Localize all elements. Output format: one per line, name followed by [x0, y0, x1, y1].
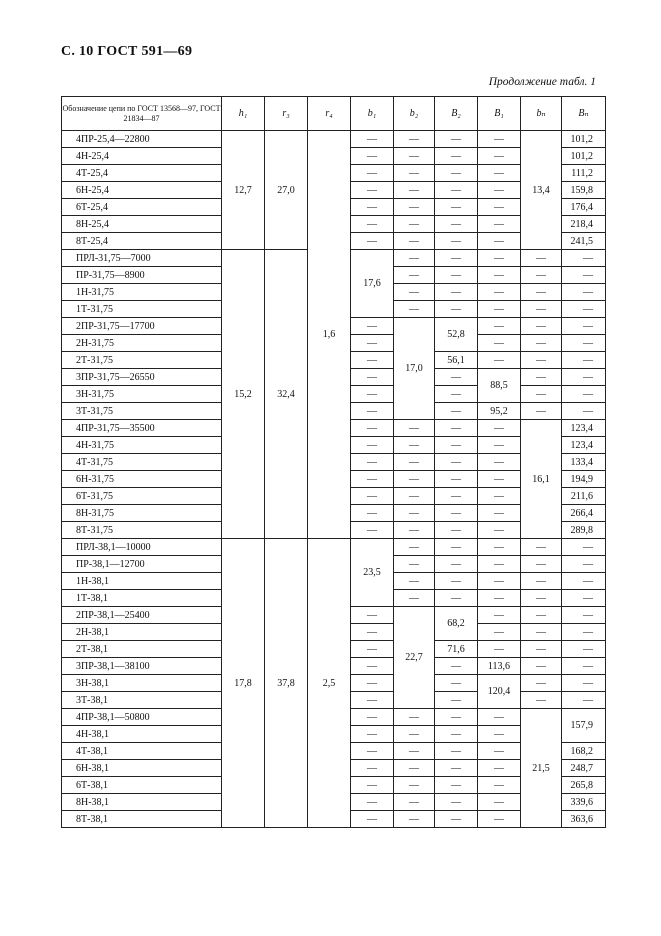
chain-designation: 6Н-38,1: [62, 760, 222, 777]
cell-Bn: —: [562, 556, 606, 573]
cell-Bn: —: [562, 675, 606, 692]
header-B1: B₁: [478, 97, 521, 131]
cell-Bn: —: [562, 539, 606, 556]
header-B2: B₂: [435, 97, 478, 131]
merged-value-b2: 17,0: [394, 318, 435, 420]
cell-Bn: 168,2: [562, 743, 606, 760]
merged-value-bn: 16,1: [521, 420, 562, 539]
header-Bn: Bₙ: [562, 97, 606, 131]
chain-designation: ПР-38,1—12700: [62, 556, 222, 573]
cell-B1: —: [478, 556, 521, 573]
chain-designation: 8Н-25,4: [62, 216, 222, 233]
cell-b1: —: [351, 199, 394, 216]
cell-B2: —: [435, 794, 478, 811]
chain-designation: 3Н-38,1: [62, 675, 222, 692]
merged-value-bn: 21,5: [521, 709, 562, 828]
cell-b2: —: [394, 573, 435, 590]
cell-B1: —: [478, 539, 521, 556]
header-designation: Обозначение цепи по ГОСТ 13568—97, ГОСТ 21834—87: [62, 97, 222, 131]
cell-b2: —: [394, 522, 435, 539]
cell-B2: —: [435, 267, 478, 284]
cell-B2: —: [435, 165, 478, 182]
chain-designation: 2Т-38,1: [62, 641, 222, 658]
cell-b1: —: [351, 607, 394, 624]
chain-designation: 2Н-31,75: [62, 335, 222, 352]
cell-B1: —: [478, 811, 521, 828]
cell-B1: —: [478, 437, 521, 454]
cell-b2: —: [394, 590, 435, 607]
cell-bn: —: [521, 267, 562, 284]
cell-Bn: 176,4: [562, 199, 606, 216]
chain-designation: 8Н-31,75: [62, 505, 222, 522]
chain-designation: 4Т-25,4: [62, 165, 222, 182]
cell-b1: —: [351, 437, 394, 454]
cell-b1: —: [351, 794, 394, 811]
cell-B2: —: [435, 233, 478, 250]
cell-Bn: 339,6: [562, 794, 606, 811]
cell-bn: —: [521, 335, 562, 352]
cell-b2: —: [394, 556, 435, 573]
cell-B1: —: [478, 454, 521, 471]
chain-designation: ПРЛ-31,75—7000: [62, 250, 222, 267]
cell-B1: 95,2: [478, 403, 521, 420]
table-continuation-note: Продолжение табл. 1: [488, 76, 596, 88]
cell-Bn: 101,2: [562, 148, 606, 165]
cell-B2: —: [435, 573, 478, 590]
cell-Bn: —: [562, 624, 606, 641]
cell-Bn: —: [562, 352, 606, 369]
cell-B2: —: [435, 182, 478, 199]
chain-designation: 4Н-25,4: [62, 148, 222, 165]
cell-B2: —: [435, 420, 478, 437]
cell-b2: —: [394, 709, 435, 726]
merged-value-b1: 17,6: [351, 250, 394, 318]
cell-Bn: —: [562, 590, 606, 607]
chain-designation: 4ПР-25,4—22800: [62, 131, 222, 148]
cell-B1: —: [478, 233, 521, 250]
header-bn: bₙ: [521, 97, 562, 131]
cell-b2: —: [394, 165, 435, 182]
cell-b1: —: [351, 709, 394, 726]
cell-Bn: 266,4: [562, 505, 606, 522]
cell-Bn: 248,7: [562, 760, 606, 777]
header-b1: b₁: [351, 97, 394, 131]
chain-designation: 1Н-38,1: [62, 573, 222, 590]
cell-B2: —: [435, 743, 478, 760]
cell-B2: —: [435, 675, 478, 692]
cell-B1: —: [478, 743, 521, 760]
cell-Bn: 123,4: [562, 437, 606, 454]
cell-Bn: —: [562, 658, 606, 675]
table-row: [62, 539, 606, 556]
cell-b1: —: [351, 743, 394, 760]
chain-designation: ПРЛ-38,1—10000: [62, 539, 222, 556]
cell-b2: —: [394, 488, 435, 505]
cell-b2: —: [394, 743, 435, 760]
cell-B2: —: [435, 471, 478, 488]
chain-designation: 6Т-38,1: [62, 777, 222, 794]
merged-value-b1: 23,5: [351, 539, 394, 607]
cell-B2: —: [435, 488, 478, 505]
cell-b2: —: [394, 233, 435, 250]
cell-b2: —: [394, 250, 435, 267]
cell-Bn: 123,4: [562, 420, 606, 437]
chain-designation: ПР-31,75—8900: [62, 267, 222, 284]
cell-b1: —: [351, 641, 394, 658]
cell-B1: —: [478, 505, 521, 522]
cell-B2: —: [435, 777, 478, 794]
merged-value-h1: 12,7: [222, 131, 265, 250]
cell-b1: —: [351, 216, 394, 233]
cell-B1: —: [478, 352, 521, 369]
chain-designation: 4Т-38,1: [62, 743, 222, 760]
chain-designation: 3Н-31,75: [62, 386, 222, 403]
cell-B2: 71,6: [435, 641, 478, 658]
cell-bn: —: [521, 556, 562, 573]
chain-designation: 2ПР-31,75—17700: [62, 318, 222, 335]
chain-designation: 4Н-31,75: [62, 437, 222, 454]
cell-B1: —: [478, 148, 521, 165]
cell-B2: —: [435, 522, 478, 539]
cell-bn: —: [521, 284, 562, 301]
cell-Bn: 241,5: [562, 233, 606, 250]
merged-value-B2: 68,2: [435, 607, 478, 641]
chain-designation: 3Т-38,1: [62, 692, 222, 709]
chain-designation: 3ПР-38,1—38100: [62, 658, 222, 675]
merged-value-Bn: 157,9: [562, 709, 606, 743]
cell-Bn: —: [562, 301, 606, 318]
cell-bn: —: [521, 318, 562, 335]
merged-value-h1: 17,8: [222, 539, 265, 828]
cell-b1: —: [351, 811, 394, 828]
cell-bn: —: [521, 250, 562, 267]
cell-b1: —: [351, 386, 394, 403]
cell-B2: —: [435, 556, 478, 573]
header-h1: h₁: [222, 97, 265, 131]
cell-B1: —: [478, 216, 521, 233]
chain-designation: 8Т-31,75: [62, 522, 222, 539]
chain-designation: 8Н-38,1: [62, 794, 222, 811]
cell-b2: —: [394, 148, 435, 165]
chain-designation: 8Т-38,1: [62, 811, 222, 828]
cell-B2: —: [435, 386, 478, 403]
cell-Bn: —: [562, 335, 606, 352]
cell-bn: —: [521, 590, 562, 607]
cell-b1: —: [351, 471, 394, 488]
cell-B2: —: [435, 658, 478, 675]
chain-designation: 6Т-25,4: [62, 199, 222, 216]
cell-bn: —: [521, 641, 562, 658]
cell-b1: —: [351, 318, 394, 335]
chain-designation: 6Н-25,4: [62, 182, 222, 199]
cell-Bn: —: [562, 318, 606, 335]
cell-Bn: —: [562, 403, 606, 420]
cell-b2: —: [394, 267, 435, 284]
cell-B1: —: [478, 522, 521, 539]
cell-b1: —: [351, 726, 394, 743]
chain-designation: 4ПР-38,1—50800: [62, 709, 222, 726]
table-body: [62, 131, 606, 828]
header-r3: r₃: [265, 97, 308, 131]
cell-b1: —: [351, 505, 394, 522]
merged-value-r4: 2,5: [308, 539, 351, 828]
cell-b2: —: [394, 454, 435, 471]
cell-b2: —: [394, 726, 435, 743]
cell-Bn: 265,8: [562, 777, 606, 794]
cell-B1: —: [478, 777, 521, 794]
chain-designation: 6Т-31,75: [62, 488, 222, 505]
cell-Bn: —: [562, 386, 606, 403]
merged-value-B2: 52,8: [435, 318, 478, 352]
cell-b1: —: [351, 760, 394, 777]
chain-designation: 8Т-25,4: [62, 233, 222, 250]
chain-designation: 3ПР-31,75—26550: [62, 369, 222, 386]
merged-value-r3: 37,8: [265, 539, 308, 828]
cell-Bn: —: [562, 284, 606, 301]
cell-B1: —: [478, 182, 521, 199]
cell-B1: —: [478, 165, 521, 182]
cell-B1: —: [478, 199, 521, 216]
cell-Bn: 363,6: [562, 811, 606, 828]
chain-dimensions-table: [61, 96, 606, 828]
cell-b1: —: [351, 692, 394, 709]
chain-designation: 4ПР-31,75—35500: [62, 420, 222, 437]
cell-bn: —: [521, 352, 562, 369]
cell-b1: —: [351, 131, 394, 148]
cell-B2: —: [435, 590, 478, 607]
cell-B2: —: [435, 250, 478, 267]
cell-B1: —: [478, 267, 521, 284]
cell-b1: —: [351, 420, 394, 437]
cell-B1: —: [478, 131, 521, 148]
cell-bn: —: [521, 658, 562, 675]
cell-b2: —: [394, 794, 435, 811]
cell-B2: —: [435, 284, 478, 301]
cell-b1: —: [351, 233, 394, 250]
cell-bn: —: [521, 607, 562, 624]
chain-designation: 1Н-31,75: [62, 284, 222, 301]
cell-b2: —: [394, 420, 435, 437]
cell-B1: —: [478, 301, 521, 318]
cell-B2: —: [435, 505, 478, 522]
cell-Bn: —: [562, 369, 606, 386]
cell-B2: —: [435, 709, 478, 726]
cell-b2: —: [394, 284, 435, 301]
merged-value-b2: 22,7: [394, 607, 435, 709]
cell-B2: —: [435, 403, 478, 420]
cell-b1: —: [351, 165, 394, 182]
cell-Bn: —: [562, 641, 606, 658]
cell-B1: —: [478, 488, 521, 505]
chain-designation: 4Н-38,1: [62, 726, 222, 743]
cell-b2: —: [394, 301, 435, 318]
cell-Bn: 289,8: [562, 522, 606, 539]
cell-B2: —: [435, 539, 478, 556]
cell-B1: —: [478, 760, 521, 777]
merged-value-r3: 27,0: [265, 131, 308, 250]
cell-b1: —: [351, 369, 394, 386]
cell-bn: —: [521, 692, 562, 709]
cell-B1: —: [478, 709, 521, 726]
cell-b1: —: [351, 624, 394, 641]
cell-b2: —: [394, 777, 435, 794]
cell-Bn: 194,9: [562, 471, 606, 488]
cell-b1: —: [351, 658, 394, 675]
cell-b2: —: [394, 199, 435, 216]
cell-b2: —: [394, 437, 435, 454]
cell-b1: —: [351, 352, 394, 369]
cell-B1: —: [478, 607, 521, 624]
cell-b2: —: [394, 182, 435, 199]
cell-B1: —: [478, 573, 521, 590]
cell-B2: —: [435, 437, 478, 454]
cell-B1: —: [478, 318, 521, 335]
chain-designation: 1Т-31,75: [62, 301, 222, 318]
cell-b2: —: [394, 131, 435, 148]
cell-b2: —: [394, 811, 435, 828]
cell-Bn: —: [562, 573, 606, 590]
header-r4: r₄: [308, 97, 351, 131]
cell-bn: —: [521, 369, 562, 386]
cell-Bn: —: [562, 692, 606, 709]
cell-B2: —: [435, 760, 478, 777]
cell-bn: —: [521, 675, 562, 692]
cell-B2: —: [435, 131, 478, 148]
cell-B1: —: [478, 335, 521, 352]
cell-b1: —: [351, 488, 394, 505]
cell-bn: —: [521, 539, 562, 556]
cell-b1: —: [351, 403, 394, 420]
chain-designation: 2ПР-38,1—25400: [62, 607, 222, 624]
cell-B2: —: [435, 216, 478, 233]
cell-Bn: —: [562, 267, 606, 284]
cell-b2: —: [394, 539, 435, 556]
table-row: [62, 131, 606, 148]
cell-bn: —: [521, 573, 562, 590]
header-b2: b₂: [394, 97, 435, 131]
cell-B2: 56,1: [435, 352, 478, 369]
cell-bn: —: [521, 624, 562, 641]
cell-b1: —: [351, 522, 394, 539]
cell-B1: —: [478, 590, 521, 607]
merged-value-r3: 32,4: [265, 250, 308, 539]
cell-B1: —: [478, 284, 521, 301]
cell-b1: —: [351, 148, 394, 165]
cell-B1: —: [478, 250, 521, 267]
chain-designation: 2Н-38,1: [62, 624, 222, 641]
cell-Bn: 159,8: [562, 182, 606, 199]
cell-b1: —: [351, 454, 394, 471]
cell-B2: —: [435, 726, 478, 743]
cell-B1: —: [478, 420, 521, 437]
cell-b2: —: [394, 505, 435, 522]
cell-B2: —: [435, 301, 478, 318]
cell-B2: —: [435, 692, 478, 709]
cell-b1: —: [351, 182, 394, 199]
cell-bn: —: [521, 386, 562, 403]
merged-value-r4: 1,6: [308, 131, 351, 539]
cell-b2: —: [394, 471, 435, 488]
cell-Bn: 211,6: [562, 488, 606, 505]
cell-b2: —: [394, 760, 435, 777]
page-header: С. 10 ГОСТ 591—69: [61, 44, 193, 59]
cell-B1: —: [478, 794, 521, 811]
cell-B2: —: [435, 148, 478, 165]
chain-designation: 1Т-38,1: [62, 590, 222, 607]
chain-designation: 3Т-31,75: [62, 403, 222, 420]
cell-B1: —: [478, 624, 521, 641]
cell-bn: —: [521, 301, 562, 318]
cell-B1: —: [478, 641, 521, 658]
chain-designation: 6Н-31,75: [62, 471, 222, 488]
cell-Bn: 101,2: [562, 131, 606, 148]
cell-Bn: —: [562, 607, 606, 624]
cell-b1: —: [351, 335, 394, 352]
cell-B1: 113,6: [478, 658, 521, 675]
cell-Bn: 111,2: [562, 165, 606, 182]
merged-value-bn: 13,4: [521, 131, 562, 250]
merged-value-B1: 88,5: [478, 369, 521, 403]
cell-b2: —: [394, 216, 435, 233]
chain-designation: 4Т-31,75: [62, 454, 222, 471]
cell-b1: —: [351, 675, 394, 692]
cell-B1: —: [478, 471, 521, 488]
chain-designation: 2Т-31,75: [62, 352, 222, 369]
cell-Bn: 218,4: [562, 216, 606, 233]
cell-Bn: 133,4: [562, 454, 606, 471]
merged-value-h1: 15,2: [222, 250, 265, 539]
cell-B2: —: [435, 369, 478, 386]
table-header-row: [62, 97, 606, 131]
cell-bn: —: [521, 403, 562, 420]
cell-b1: —: [351, 777, 394, 794]
cell-Bn: —: [562, 250, 606, 267]
cell-B2: —: [435, 454, 478, 471]
cell-B2: —: [435, 199, 478, 216]
merged-value-B1: 120,4: [478, 675, 521, 709]
cell-B2: —: [435, 811, 478, 828]
cell-B1: —: [478, 726, 521, 743]
